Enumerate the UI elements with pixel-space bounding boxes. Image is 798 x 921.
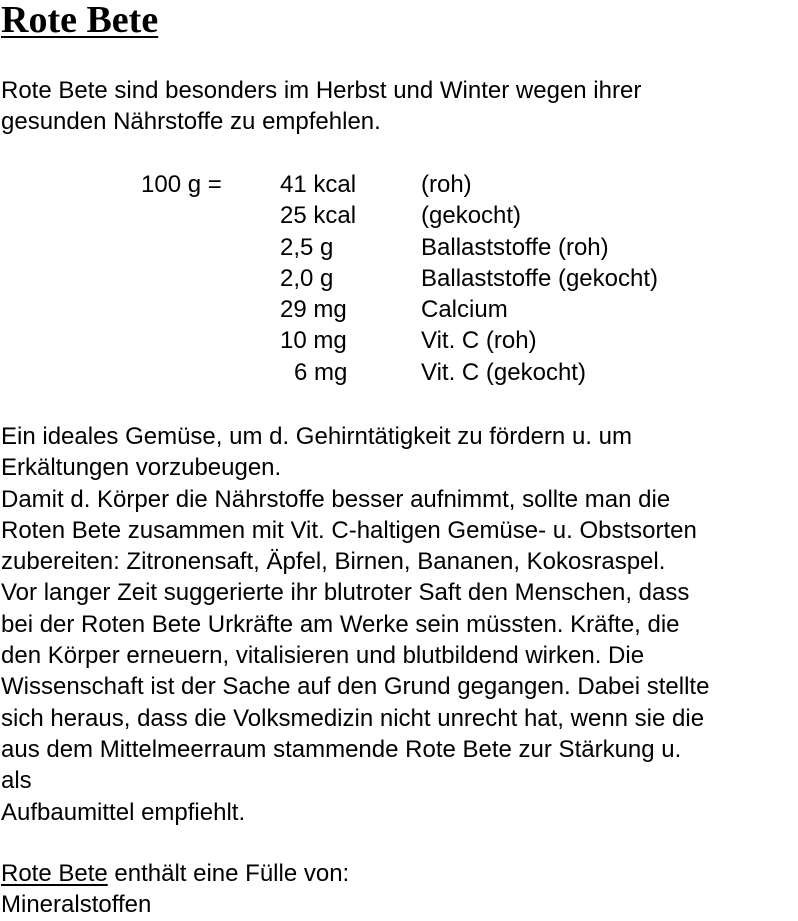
body-line: sich heraus, dass die Volksmedizin nicht unrecht hat, wenn sie die	[1, 704, 705, 732]
portion-label: 100 g =	[141, 171, 222, 198]
intro-line: Rote Bete sind besonders im Herbst und Winter wegen ihrer	[1, 77, 642, 104]
nutrition-amount: 2,5 g	[280, 233, 334, 261]
nutrition-row	[0, 169, 798, 200]
closing-text: enthält eine Fülle von:	[107, 860, 350, 887]
nutrition-table	[0, 169, 798, 388]
intro-line: gesunden Nährstoffe zu empfehlen.	[1, 108, 381, 136]
nutrition-row	[0, 200, 798, 231]
body-line: Roten Bete zusammen mit Vit. C-haltigen Gemüse- u. Obstsorten	[1, 516, 697, 544]
body-line: aus dem Mittelmeerraum stammende Rote Bete zur Stärkung u.	[1, 735, 682, 763]
nutrition-amount: 25 kcal	[280, 202, 357, 230]
closing-line	[1, 858, 349, 889]
body-line: Damit d. Körper die Nährstoffe besser aufnimmt, sollte man die	[1, 485, 671, 513]
nutrition-amount: 6 mg	[294, 358, 348, 386]
body-line: zubereiten: Zitronensaft, Äpfel, Birnen, Bananen, Kokosraspel.	[1, 548, 666, 576]
closing-line: Mineralstoffen	[1, 891, 152, 919]
nutrition-description: Vit. C (roh)	[421, 327, 537, 355]
nutrition-row	[0, 325, 798, 356]
nutrition-row	[0, 357, 798, 388]
nutrition-amount: 29 mg	[280, 296, 347, 324]
nutrition-description: (roh)	[421, 171, 472, 198]
body-line: den Körper erneuern, vitalisieren und blutbildend wirken. Die	[1, 642, 645, 670]
body-line: als	[1, 767, 32, 795]
body-line: bei der Roten Bete Urkräfte am Werke sein müssten. Kräfte, die	[1, 610, 680, 638]
nutrition-amount: 2,0 g	[280, 264, 334, 292]
nutrition-description: Ballaststoffe (gekocht)	[421, 264, 659, 292]
nutrition-row	[0, 263, 798, 294]
nutrition-amount: 10 mg	[280, 327, 347, 355]
nutrition-description: Vit. C (gekocht)	[421, 358, 586, 386]
body-line: Erkältungen vorzubeugen.	[1, 454, 282, 482]
intro-paragraph	[1, 75, 641, 138]
body-line: Ein ideales Gemüse, um d. Gehirntätigkeit zu fördern u. um	[1, 423, 632, 450]
body-paragraph	[1, 421, 709, 828]
body-line: Aufbaumittel empfiehlt.	[1, 798, 246, 826]
page-title: Rote Bete	[1, 0, 159, 41]
nutrition-description: (gekocht)	[421, 202, 522, 230]
body-line: Wissenschaft ist der Sache auf den Grund gegangen. Dabei stellte	[1, 673, 710, 701]
nutrition-description: Calcium	[421, 296, 508, 324]
nutrition-row	[0, 232, 798, 263]
nutrition-row	[0, 294, 798, 325]
closing-paragraph	[1, 858, 349, 921]
nutrition-amount: 41 kcal	[280, 171, 357, 198]
body-line: Vor langer Zeit suggerierte ihr blutroter Saft den Menschen, dass	[1, 579, 690, 607]
nutrition-description: Ballaststoffe (roh)	[421, 233, 609, 261]
underlined-term: Rote Bete	[1, 860, 108, 887]
